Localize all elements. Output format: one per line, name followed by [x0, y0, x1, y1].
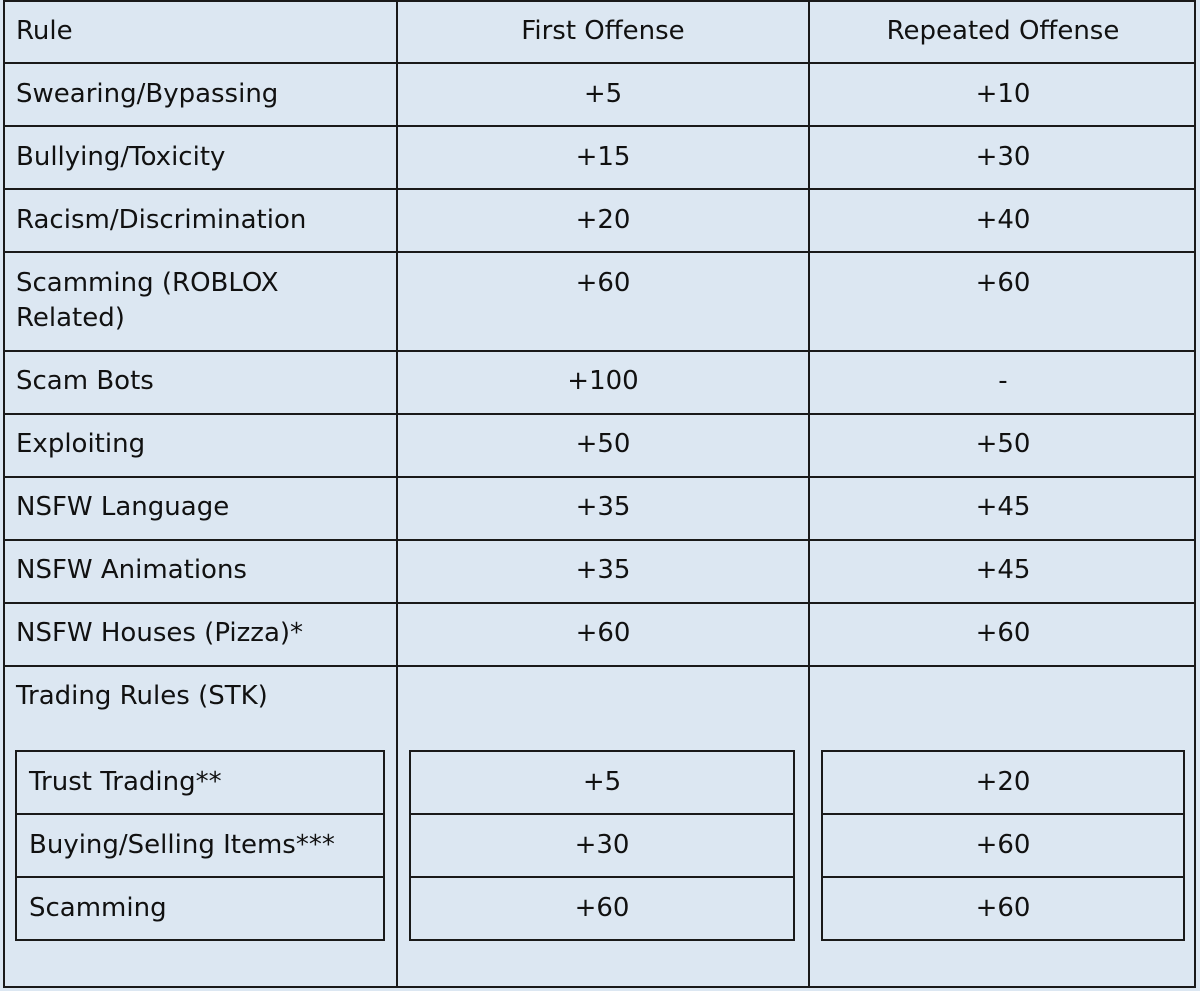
row-divider	[5, 251, 1194, 253]
section-title: Trading Rules (STK)	[16, 681, 268, 711]
repeated-offense-value: -	[998, 366, 1008, 396]
repeated-offense-value: +50	[975, 429, 1031, 459]
trading-repeated-offense-value: +60	[975, 830, 1031, 860]
first-offense-value: +35	[575, 492, 631, 522]
rule-name: NSFW Houses (Pizza)*	[16, 618, 304, 648]
trading-rule-name: Trust Trading**	[29, 767, 222, 797]
trading-rules-names-box	[15, 750, 385, 941]
row-divider	[17, 813, 383, 815]
trading-rule-name: Buying/Selling Items***	[29, 830, 335, 860]
trading-first-offense-value: +5	[582, 767, 622, 797]
rule-name: Swearing/Bypassing	[16, 79, 279, 109]
rule-name: Racism/Discrimination	[16, 205, 307, 235]
first-offense-value: +100	[567, 366, 639, 396]
first-offense-value: +60	[575, 618, 631, 648]
trading-first-offense-value: +30	[574, 830, 630, 860]
row-divider	[17, 876, 383, 878]
rule-name: Scam Bots	[16, 366, 154, 396]
first-offense-value: +35	[575, 555, 631, 585]
row-divider	[5, 539, 1194, 541]
repeated-offense-value: +45	[975, 492, 1031, 522]
first-offense-value: +60	[575, 268, 631, 298]
trading-rule-name: Scamming	[29, 893, 167, 923]
rule-name: Scamming (ROBLOX Related)	[16, 268, 279, 333]
trading-first-offense-value: +60	[574, 893, 630, 923]
first-offense-value: +15	[575, 142, 631, 172]
trading-repeated-offense-box	[821, 750, 1185, 941]
first-offense-value: +5	[583, 79, 623, 109]
row-divider	[5, 476, 1194, 478]
repeated-offense-value: +60	[975, 618, 1031, 648]
row-divider	[5, 350, 1194, 352]
header-first-offense: First Offense	[521, 16, 685, 46]
repeated-offense-value: +45	[975, 555, 1031, 585]
rule-name: Bullying/Toxicity	[16, 142, 226, 172]
row-divider	[823, 813, 1183, 815]
repeated-offense-value: +60	[975, 268, 1031, 298]
trading-repeated-offense-value: +20	[975, 767, 1031, 797]
trading-repeated-offense-value: +60	[975, 893, 1031, 923]
rule-name: NSFW Language	[16, 492, 230, 522]
repeated-offense-value: +30	[975, 142, 1031, 172]
row-divider	[411, 876, 793, 878]
trading-first-offense-box	[409, 750, 795, 941]
header-repeated-offense: Repeated Offense	[886, 16, 1120, 46]
row-divider	[823, 876, 1183, 878]
rule-name: NSFW Animations	[16, 555, 247, 585]
first-offense-value: +20	[575, 205, 631, 235]
repeated-offense-value: +10	[975, 79, 1031, 109]
first-offense-value: +50	[575, 429, 631, 459]
row-divider	[5, 125, 1194, 127]
row-divider	[5, 188, 1194, 190]
row-divider	[5, 62, 1194, 64]
header-rule: Rule	[16, 16, 73, 46]
repeated-offense-value: +40	[975, 205, 1031, 235]
rule-name: Exploiting	[16, 429, 146, 459]
row-divider	[5, 602, 1194, 604]
row-divider	[5, 413, 1194, 415]
row-divider	[411, 813, 793, 815]
row-divider	[5, 665, 1194, 667]
offense-table	[3, 0, 1196, 988]
